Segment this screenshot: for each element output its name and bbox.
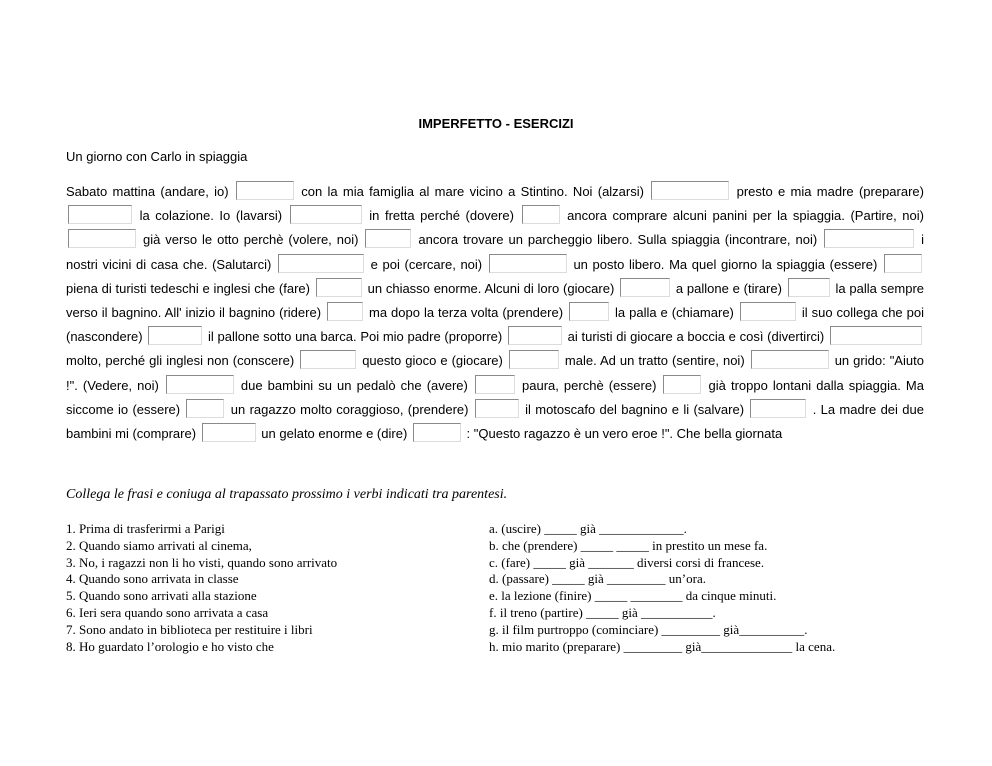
answer-blank-16[interactable] (569, 302, 609, 321)
text-segment: già verso le otto perchè (volere, noi) (142, 232, 359, 248)
answer-blank-27[interactable] (186, 399, 224, 418)
answer-blank-30[interactable] (202, 423, 256, 442)
text-segment: piena di turisti tedeschi e inglesi che (fare) (66, 280, 310, 296)
answer-blank-25[interactable] (475, 375, 515, 394)
answer-blank-14[interactable] (788, 278, 830, 297)
list-item: f. il treno (partire) _____ già ___________. (489, 604, 716, 620)
text-segment: con la mia famiglia al mare vicino a Stintino. Noi (alzarsi) (301, 184, 644, 199)
text-segment: ancora trovare un parcheggio libero. Sulla spiaggia (incontrare, noi) (418, 232, 818, 248)
text-segment: la palla sempre verso il bagnino. All' inizio il bagnino (ridere) (66, 280, 925, 321)
text-segment: : "Questo ragazzo è un vero eroe !". Che bella giornata (466, 426, 783, 442)
answer-blank-15[interactable] (327, 302, 363, 321)
answer-blank-10[interactable] (489, 254, 567, 273)
answer-blank-20[interactable] (830, 326, 922, 345)
text-segment: presto e mia madre (preparare) (736, 184, 924, 199)
text-segment: due bambini su un pedalò che (avere) (240, 377, 468, 393)
text-segment: Sabato mattina (andare, io) (66, 184, 229, 199)
matching-instruction: Collega le frasi e coniuga al trapassato prossimo i verbi indicati tra parentesi. (66, 487, 508, 502)
list-item: c. (fare) _____ già _______ diversi corsi di francese. (489, 554, 765, 570)
answer-blank-19[interactable] (508, 326, 562, 345)
answer-blank-8[interactable] (824, 229, 914, 248)
answer-blank-13[interactable] (620, 278, 670, 297)
answer-blank-1[interactable] (236, 181, 294, 200)
list-item: 7. Sono andato in biblioteca per restituire i libri (66, 621, 313, 637)
sentence-starts-list (66, 521, 466, 655)
list-item: 5. Quando sono arrivati alla stazione (66, 588, 257, 604)
answer-blank-28[interactable] (475, 399, 519, 418)
answer-blank-29[interactable] (750, 399, 806, 418)
answer-blank-12[interactable] (316, 278, 362, 297)
text-segment: paura, perchè (essere) (522, 377, 657, 393)
answer-blank-23[interactable] (751, 350, 829, 369)
exercise-subtitle: Un giorno con Carlo in spiaggia (66, 149, 248, 164)
answer-blank-3[interactable] (68, 205, 132, 224)
answer-blank-18[interactable] (148, 326, 202, 345)
text-segment: la palla e (chiamare) (615, 305, 734, 321)
text-segment: in fretta perché (dovere) (369, 208, 514, 224)
list-item: 3. No, i ragazzi non li ho visti, quando sono arrivato (66, 554, 338, 570)
text-segment: molto, perché gli inglesi non (conscere) (66, 353, 295, 369)
text-segment: un posto libero. Ma quel giorno la spiaggia (essere) (573, 256, 878, 272)
list-item: h. mio marito (preparare) _________ già______________ la cena. (489, 638, 836, 654)
text-segment: ma dopo la terza volta (prendere) (369, 305, 564, 321)
list-item: 2. Quando siamo arrivati al cinema, (66, 537, 252, 553)
answer-blank-21[interactable] (300, 350, 356, 369)
answer-blank-6[interactable] (68, 229, 136, 248)
answer-blank-26[interactable] (663, 375, 701, 394)
text-segment: il suo collega che poi (nascondere) (66, 305, 924, 345)
text-segment: un chiasso enorme. Alcuni di loro (giocare) (367, 280, 615, 296)
sentence-endings-list (489, 521, 929, 655)
answer-blank-5[interactable] (522, 205, 560, 224)
answer-blank-24[interactable] (166, 375, 234, 394)
list-item: 8. Ho guardato l’orologio e ho visto che (66, 638, 274, 654)
text-segment: un ragazzo molto coraggioso, (prendere) (230, 401, 469, 417)
answer-blank-22[interactable] (509, 350, 559, 369)
answer-blank-31[interactable] (413, 423, 461, 442)
text-segment: ai turisti di giocare a boccia e così (divertirci) (567, 329, 825, 345)
text-segment: un gelato enorme e (dire) (261, 426, 408, 442)
answer-blank-7[interactable] (365, 229, 411, 248)
list-item: 4. Quando sono arrivata in classe (66, 571, 239, 587)
text-segment: un grido: "Aiuto !". (Vedere, noi) (66, 353, 924, 393)
answer-blank-2[interactable] (651, 181, 729, 200)
page-title: IMPERFETTO - ESERCIZI (418, 116, 574, 131)
list-item: 1. Prima di trasferirmi a Parigi (66, 521, 225, 536)
text-segment: già troppo lontani dalla spiaggia. Ma siccome io (essere) (66, 377, 924, 417)
text-segment: male. Ad un tratto (sentire, noi) (564, 353, 745, 369)
list-item: a. (uscire) _____ già _____________. (489, 521, 687, 536)
text-segment: il pallone sotto una barca. Poi mio padre (proporre) (208, 329, 503, 345)
answer-blank-9[interactable] (278, 254, 364, 273)
cloze-paragraph (66, 180, 924, 446)
text-segment: i nostri vicini di casa che. (Salutarci) (66, 232, 924, 272)
text-segment: la colazione. Io (lavarsi) (139, 208, 283, 224)
text-segment: questo gioco e (giocare) (362, 353, 503, 369)
text-segment: a pallone e (tirare) (675, 280, 782, 296)
text-segment: . La madre dei due bambini mi (comprare) (66, 401, 924, 442)
answer-blank-4[interactable] (290, 205, 362, 224)
list-item: b. che (prendere) _____ _____ in prestito un mese fa. (489, 537, 768, 553)
list-item: d. (passare) _____ già _________ un’ora. (489, 571, 706, 587)
text-segment: il motoscafo del bagnino e li (salvare) (525, 401, 745, 417)
list-item: g. il film purtroppo (cominciare) _________ già__________. (489, 621, 808, 637)
text-segment: ancora comprare alcuni panini per la spiaggia. (Partire, noi) (567, 208, 924, 224)
answer-blank-11[interactable] (884, 254, 922, 273)
list-item: e. la lezione (finire) _____ ________ da cinque minuti. (489, 588, 777, 604)
text-segment: e poi (cercare, noi) (370, 256, 483, 272)
list-item: 6. Ieri sera quando sono arrivata a casa (66, 604, 269, 620)
answer-blank-17[interactable] (740, 302, 796, 321)
